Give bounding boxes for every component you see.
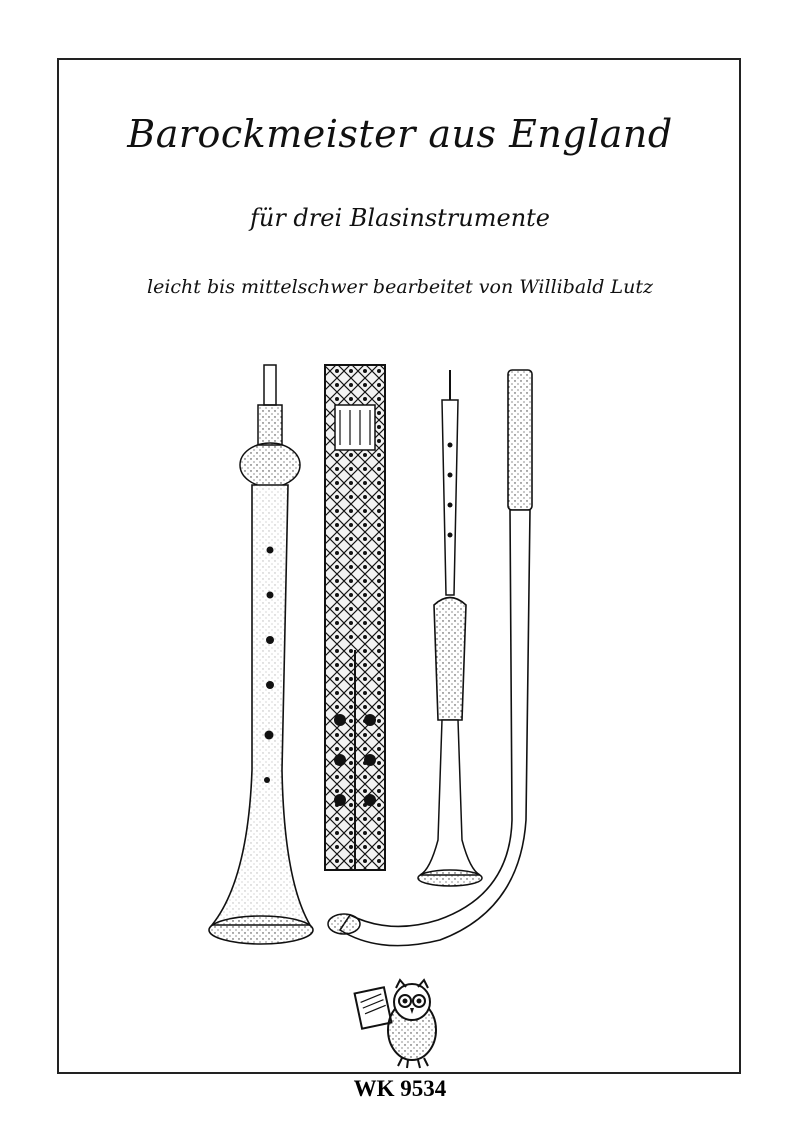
publisher-owl-logo — [350, 972, 450, 1070]
carved-recorder-illustration — [325, 365, 385, 870]
catalog-number: WK 9534 — [353, 1076, 447, 1101]
instruments-illustration — [190, 350, 570, 970]
shawm-illustration — [209, 365, 313, 944]
cornett-illustration — [418, 370, 482, 886]
arranger-credit: leicht bis mittelschwer bearbeitet von Willibald Lutz — [147, 276, 653, 298]
cover-title: Barockmeister aus England — [127, 112, 673, 156]
cover-subtitle: für drei Blasinstrumente — [249, 204, 550, 232]
